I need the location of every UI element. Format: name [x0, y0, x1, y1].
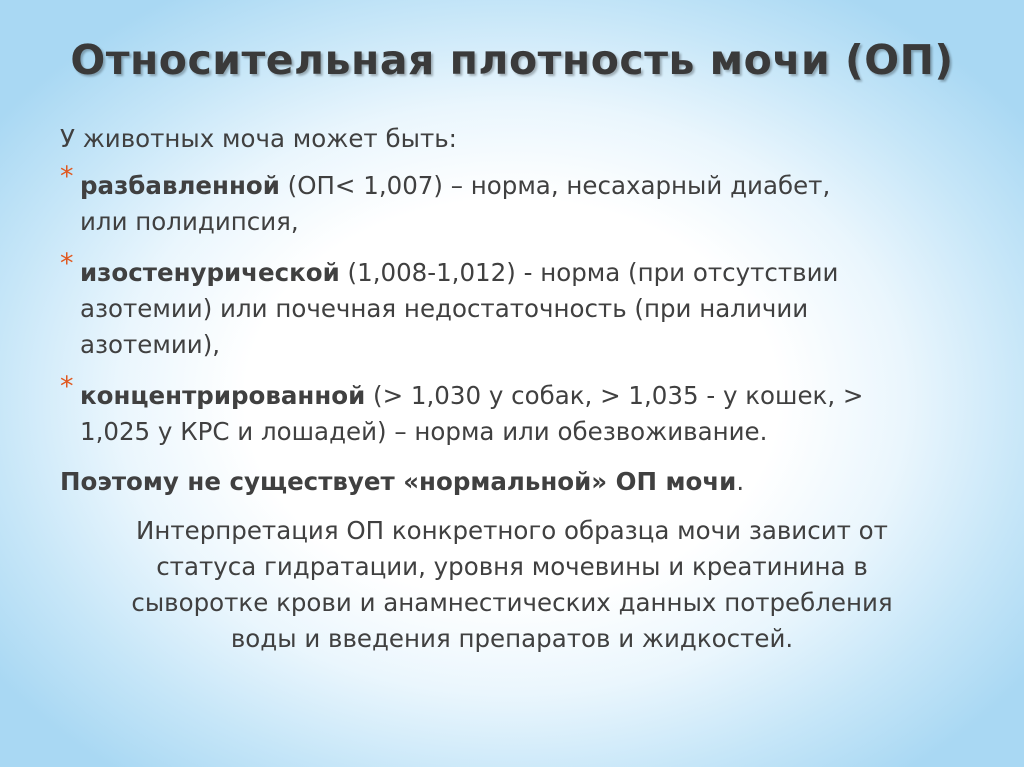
list-item-term: разбавленной: [80, 171, 280, 200]
list-item-line: азотемии),: [80, 330, 221, 359]
intro-text: У животных моча может быть:: [60, 124, 457, 153]
interpretation-line: статуса гидратации, уровня мочевины и креатинина в: [156, 552, 868, 581]
conclusion-bold: Поэтому не существует «нормальной» ОП мочи: [60, 467, 737, 496]
list-item-line: [80, 381, 863, 410]
asterisk-bullet-icon: *: [60, 161, 74, 192]
asterisk-bullet-icon: *: [60, 248, 74, 279]
interpretation-line: сыворотке крови и анамнестических данных потребления: [131, 588, 893, 617]
slide-title: Относительная плотность мочи (ОП): [70, 36, 954, 84]
list-item-term: изостенурической: [80, 258, 340, 287]
interpretation-line: воды и введения препаратов и жидкостей.: [230, 624, 794, 653]
list-item-line: азотемии) или почечная недостаточность (при наличии: [80, 294, 809, 323]
conclusion: [60, 467, 744, 496]
list-item-text: (> 1,030 у собак, > 1,035 - у кошек, >: [365, 381, 864, 410]
list-item-line: [80, 171, 830, 200]
list-item-term: концентрированной: [80, 381, 366, 410]
asterisk-bullet-icon: *: [60, 371, 74, 402]
conclusion-period: .: [736, 467, 745, 496]
list-item-text: (ОП< 1,007) – норма, несахарный диабет,: [279, 171, 831, 200]
list-item-line: 1,025 у КРС и лошадей) – норма или обезвоживание.: [80, 417, 768, 446]
list-item-line: [80, 258, 838, 287]
list-item-text: (1,008-1,012) - норма (при отсутствии: [339, 258, 839, 287]
interpretation-line: Интерпретация ОП конкретного образца мочи зависит от: [136, 516, 888, 545]
list-item-line: или полидипсия,: [80, 207, 299, 236]
